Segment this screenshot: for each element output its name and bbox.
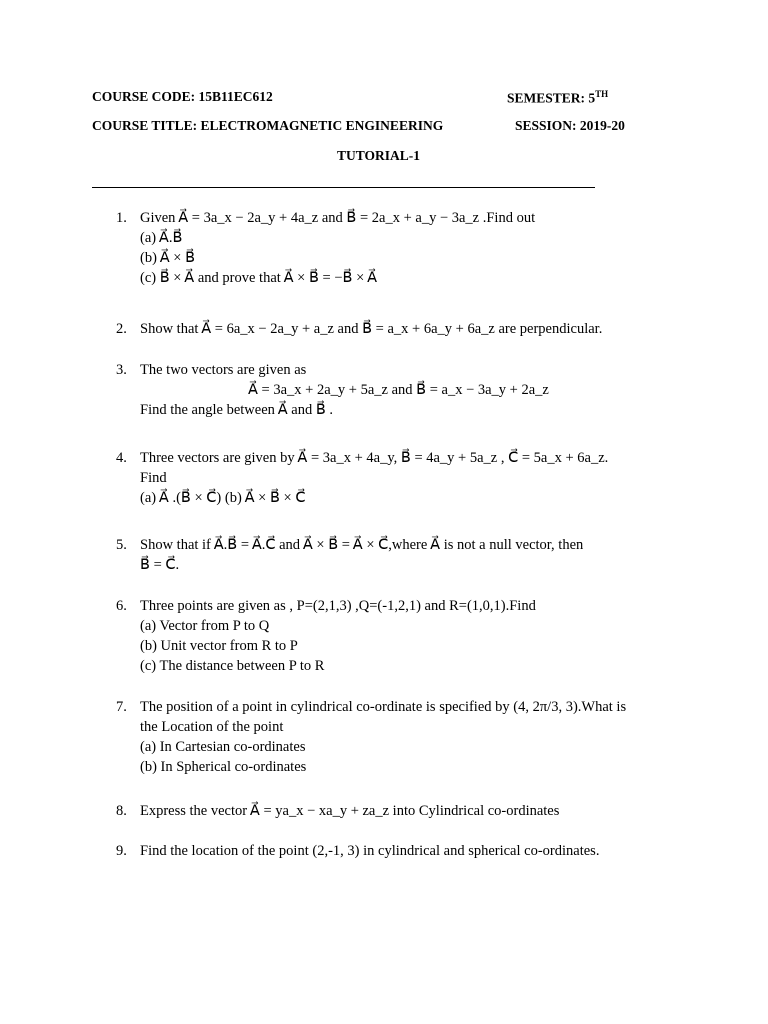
- question-subpart: (b) Unit vector from R to P: [140, 638, 298, 654]
- question-number: 3.: [116, 362, 127, 378]
- question-number: 5.: [116, 537, 127, 553]
- question-line: Find the angle between A⃗ and B⃗ .: [140, 402, 334, 418]
- question-line: Three points are given as , P=(2,1,3) ,Q=(-1,2,1) and R=(1,0,1).Find: [140, 598, 536, 614]
- question-line: Show that A⃗ = 6a_x − 2a_y + a_z and B⃗ = a_x + 6a_y + 6a_z are perpendicular.: [140, 321, 603, 337]
- question-line: Show that if A⃗.B⃗ = A⃗.C⃗ and A⃗ × B⃗ = A⃗ × C⃗,where A⃗ is not a null vector, then: [140, 537, 584, 553]
- question-subpart: (c) B⃗ × A⃗ and prove that A⃗ × B⃗ = −B⃗ × A⃗: [140, 270, 377, 286]
- question-line: Find: [140, 470, 167, 486]
- header-divider: [92, 187, 595, 188]
- tutorial-title: TUTORIAL-1: [337, 148, 421, 163]
- question-line: Express the vector A⃗ = ya_x − xa_y + za_z into Cylindrical co-ordinates: [140, 803, 560, 819]
- question-subpart: (a) In Cartesian co-ordinates: [140, 739, 306, 755]
- question-subpart: (b) In Spherical co-ordinates: [140, 759, 307, 775]
- question-subpart: (a) A⃗ .(B⃗ × C⃗) (b) A⃗ × B⃗ × C⃗: [140, 490, 306, 506]
- question-line: the Location of the point: [140, 719, 284, 735]
- question-line: Given A⃗ = 3a_x − 2a_y + 4a_z and B⃗ = 2a_x + a_y − 3a_z .Find out: [140, 210, 536, 226]
- question-line: Three vectors are given by A⃗ = 3a_x + 4a_y, B⃗ = 4a_y + 5a_z , C⃗ = 5a_x + 6a_z.: [140, 450, 609, 466]
- course-title: COURSE TITLE: ELECTROMAGNETIC ENGINEERING: [92, 118, 444, 133]
- question-number: 4.: [116, 450, 127, 466]
- question-number: 7.: [116, 699, 127, 715]
- question-equation: A⃗ = 3a_x + 2a_y + 5a_z and B⃗ = a_x − 3a_y + 2a_z: [248, 382, 549, 398]
- session: SESSION: 2019-20: [515, 118, 625, 133]
- question-line: Find the location of the point (2,-1, 3) in cylindrical and spherical co-ordinates.: [140, 843, 600, 859]
- semester-text: SEMESTER: 5: [507, 90, 596, 106]
- question-subpart: (c) The distance between P to R: [140, 658, 325, 674]
- question-line: The two vectors are given as: [140, 362, 307, 378]
- question-line: The position of a point in cylindrical co-ordinate is specified by (4, 2π/3, 3).What is: [140, 699, 627, 715]
- course-code: COURSE CODE: 15B11EC612: [92, 89, 273, 104]
- question-subpart: (a) A⃗.B⃗: [140, 230, 183, 246]
- question-number: 2.: [116, 321, 127, 337]
- question-number: 8.: [116, 803, 127, 819]
- question-line: B⃗ = C⃗.: [140, 557, 180, 573]
- question-subpart: (a) Vector from P to Q: [140, 618, 270, 634]
- question-number: 9.: [116, 843, 127, 859]
- semester-superscript: TH: [595, 89, 609, 99]
- question-number: 6.: [116, 598, 127, 614]
- semester: [507, 89, 608, 107]
- question-subpart: (b) A⃗ × B⃗: [140, 250, 196, 266]
- question-number: 1.: [116, 210, 127, 226]
